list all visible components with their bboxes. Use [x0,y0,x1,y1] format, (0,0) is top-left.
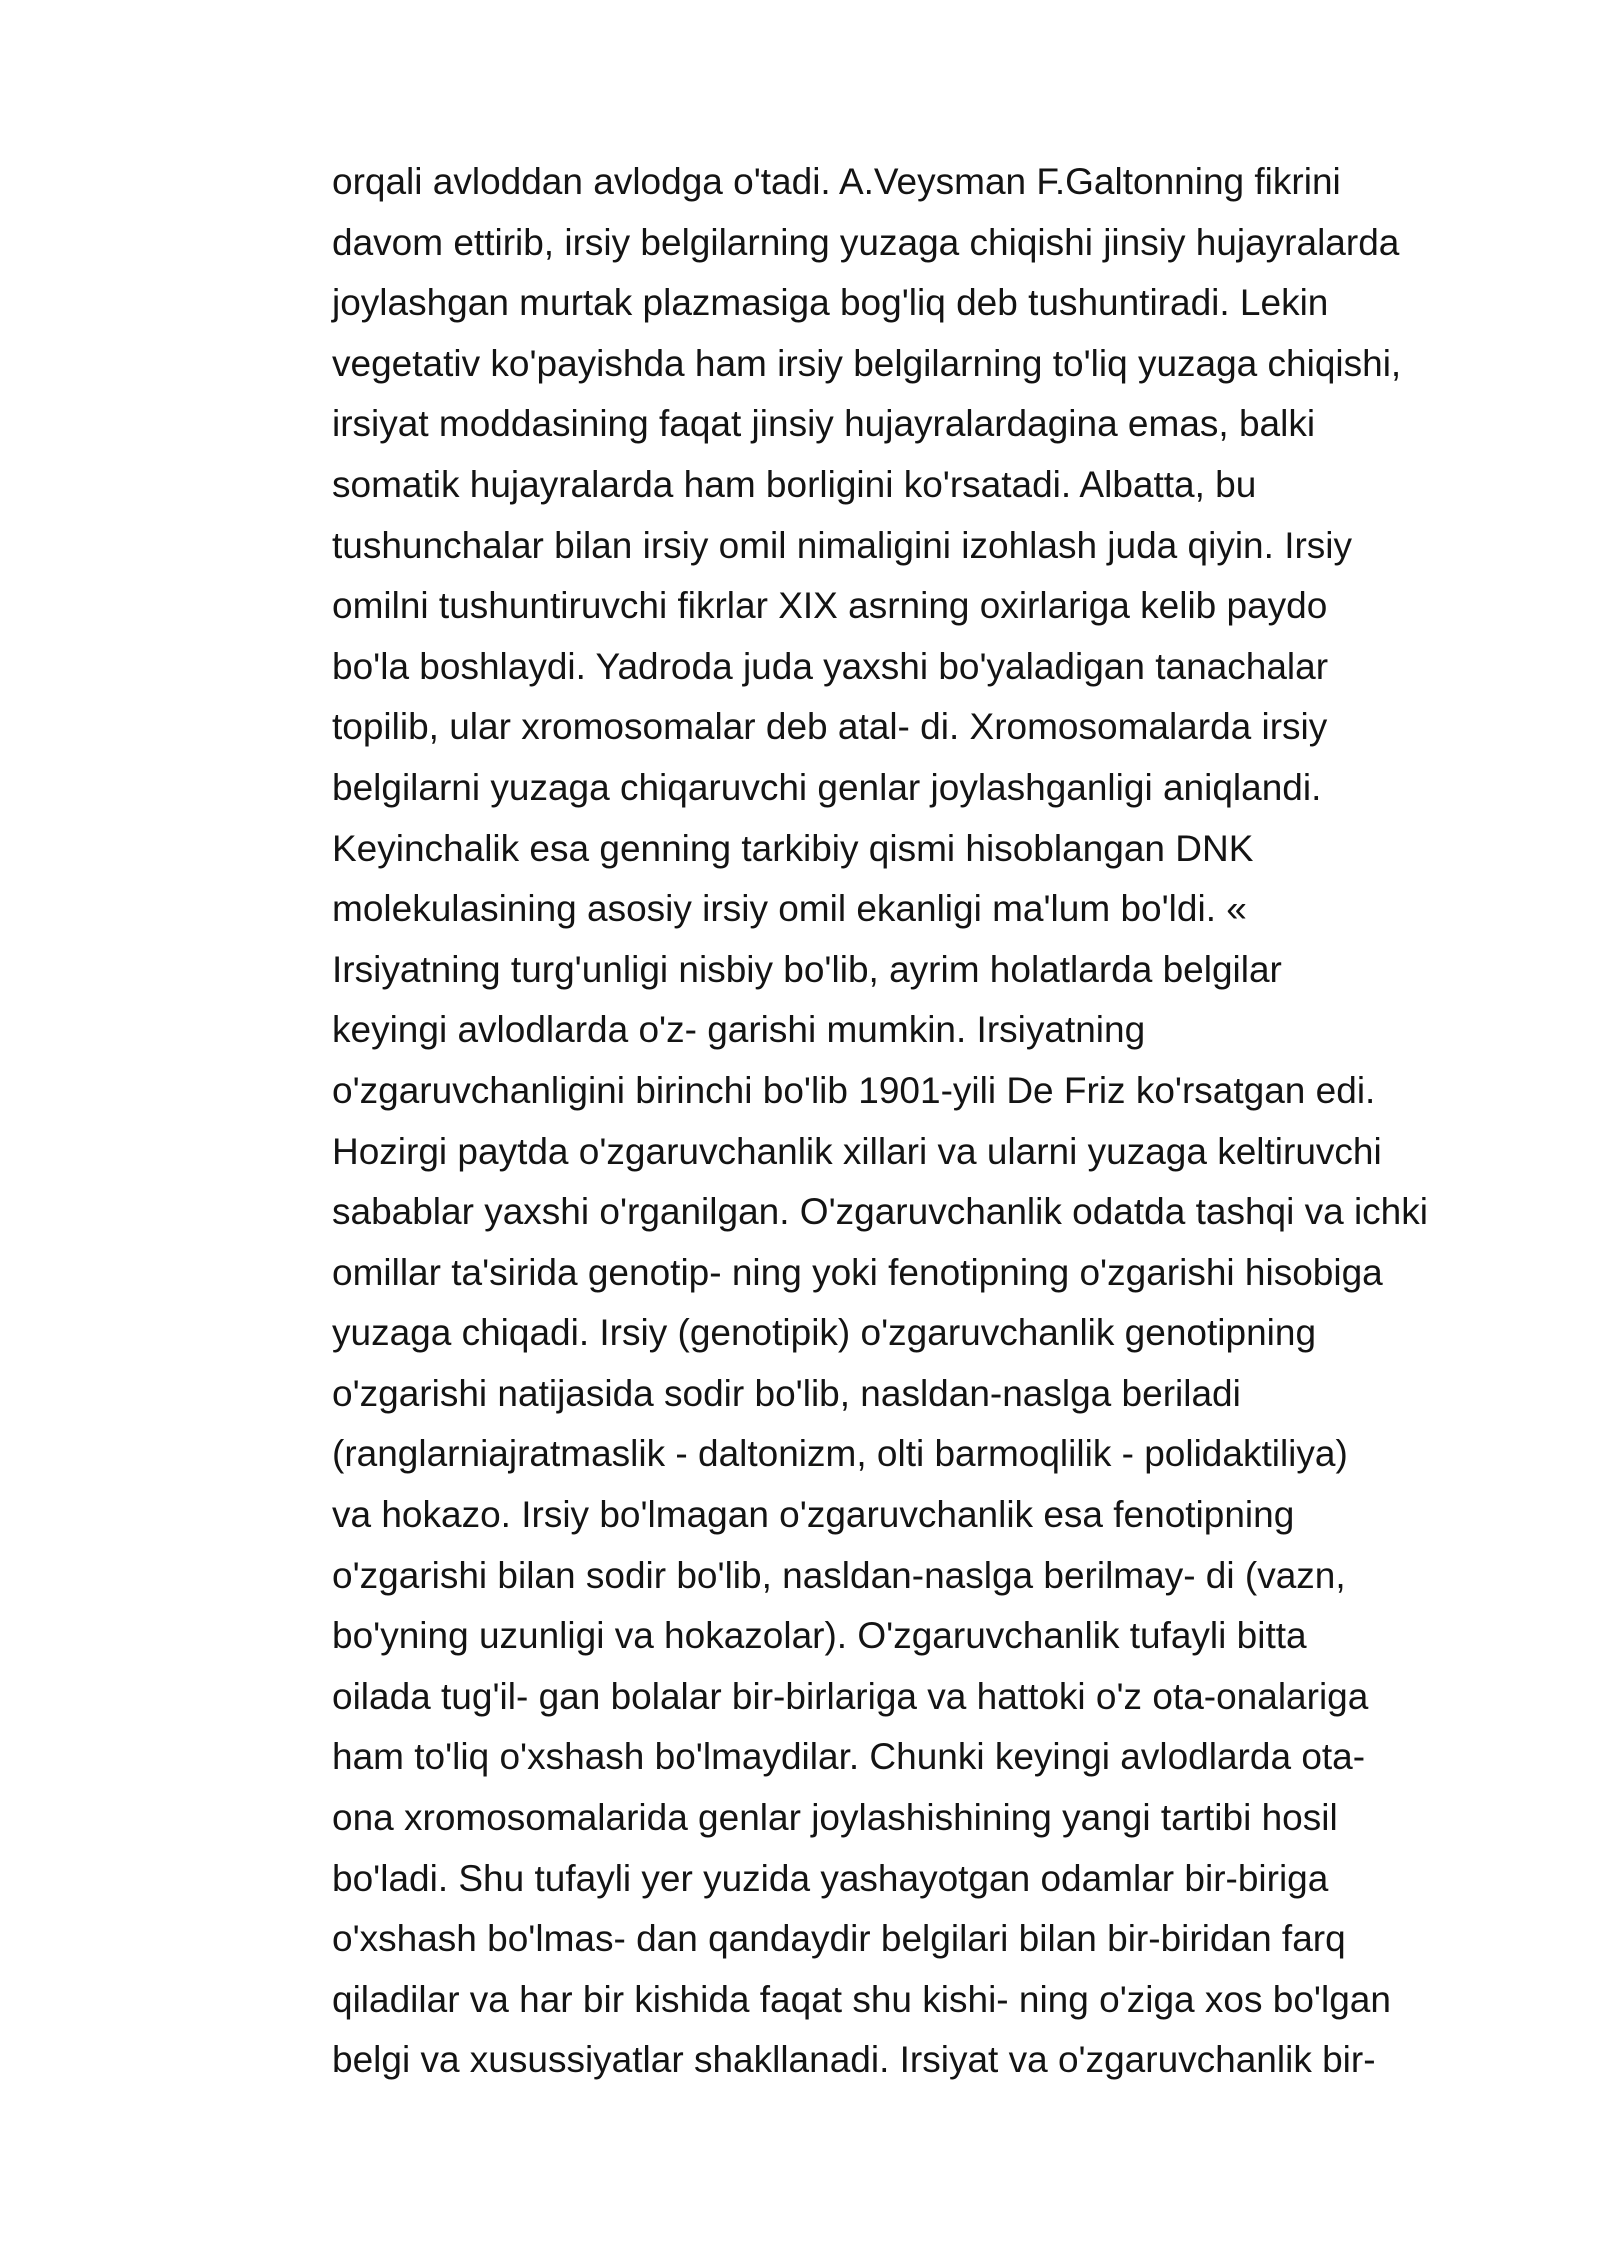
text-line: o'zgaruvchanligini birinchi bo'lib 1901-yili De Friz ko'rsatgan edi. [332,1069,1376,1111]
text-line: topilib, ular xromosomalar deb atal- di. Xromosomalarda irsiy [332,706,1328,748]
text-line: tushunchalar bilan irsiy omil nimaligini izohlash juda qiyin. Irsiy [332,524,1353,566]
text-line: yuzaga chiqadi. Irsiy (genotipik) o'zgaruvchanlik genotipning [332,1312,1317,1354]
body-text [332,152,1532,2091]
text-line: (ranglarniajratmaslik - daltonizm, olti barmoqlilik - polidaktiliya) [332,1433,1348,1475]
text-line: va hokazo. Irsiy bo'lmagan o'zgaruvchanlik esa fenotipning [332,1494,1295,1536]
text-line: somatik hujayralarda ham borligini ko'rsatadi. Albatta, bu [332,463,1257,505]
text-line: Keyinchalik esa genning tarkibiy qismi hisoblangan DNK [332,827,1254,869]
text-line: omillar ta'sirida genotip- ning yoki fenotipning o'zgarishi hisobiga [332,1251,1383,1293]
text-line: omilni tushuntiruvchi fikrlar XIX asrning oxirlariga kelib paydo [332,585,1328,627]
text-line: ona xromosomalarida genlar joylashishining yangi tartibi hosil [332,1797,1338,1839]
text-line: molekulasining asosiy irsiy omil ekanligi ma'lum bo'ldi. « [332,888,1247,930]
text-line: belgilarni yuzaga chiqaruvchi genlar joylashganligi aniqlandi. [332,766,1322,808]
text-line: bo'ladi. Shu tufayli yer yuzida yashayotgan odamlar bir-biriga [332,1857,1329,1899]
text-line: sabablar yaxshi o'rganilgan. O'zgaruvchanlik odatda tashqi va ichki [332,1191,1428,1233]
text-line: keyingi avlodlarda o'z- garishi mumkin. Irsiyatning [332,1009,1146,1051]
text-line: o'xshash bo'lmas- dan qandaydir belgilari bilan bir-biridan farq [332,1918,1346,1960]
text-line: davom ettirib, irsiy belgilarning yuzaga chiqishi jinsiy hujayralarda [332,221,1400,263]
text-line: o'zgarishi natijasida sodir bo'lib, nasldan-naslga beriladi [332,1372,1241,1414]
text-line: ham to'liq o'xshash bo'lmaydilar. Chunki keyingi avlodlarda ota- [332,1736,1366,1778]
text-line: Hozirgi paytda o'zgaruvchanlik xillari va ularni yuzaga keltiruvchi [332,1130,1382,1172]
text-line: vegetativ ko'payishda ham irsiy belgilarning to'liq yuzaga chiqishi, [332,342,1402,384]
text-line: bo'yning uzunligi va hokazolar). O'zgaruvchanlik tufayli bitta [332,1615,1307,1657]
text-line: bo'la boshlaydi. Yadroda juda yaxshi bo'yaladigan tanachalar [332,645,1329,687]
text-line: belgi va xusussiyatlar shakllanadi. Irsiyat va o'zgaruvchanlik bir- [332,2039,1376,2081]
text-line: Irsiyatning turg'unligi nisbiy bo'lib, ayrim holatlarda belgilar [332,948,1282,990]
text-line: joylashgan murtak plazmasiga bog'liq deb tushuntiradi. Lekin [332,282,1329,324]
text-line: o'zgarishi bilan sodir bo'lib, nasldan-naslga berilmay- di (vazn, [332,1554,1346,1596]
text-line: irsiyat moddasining faqat jinsiy hujayralardagina emas, balki [332,403,1316,445]
text-line: orqali avloddan avlodga o'tadi. A.Veysman F.Galtonning fikrini [332,161,1341,202]
text-line: qiladilar va har bir kishida faqat shu kishi- ning o'ziga xos bo'lgan [332,1978,1391,2020]
text-line: oilada tug'il- gan bolalar bir-birlariga va hattoki o'z ota-onalariga [332,1675,1369,1717]
